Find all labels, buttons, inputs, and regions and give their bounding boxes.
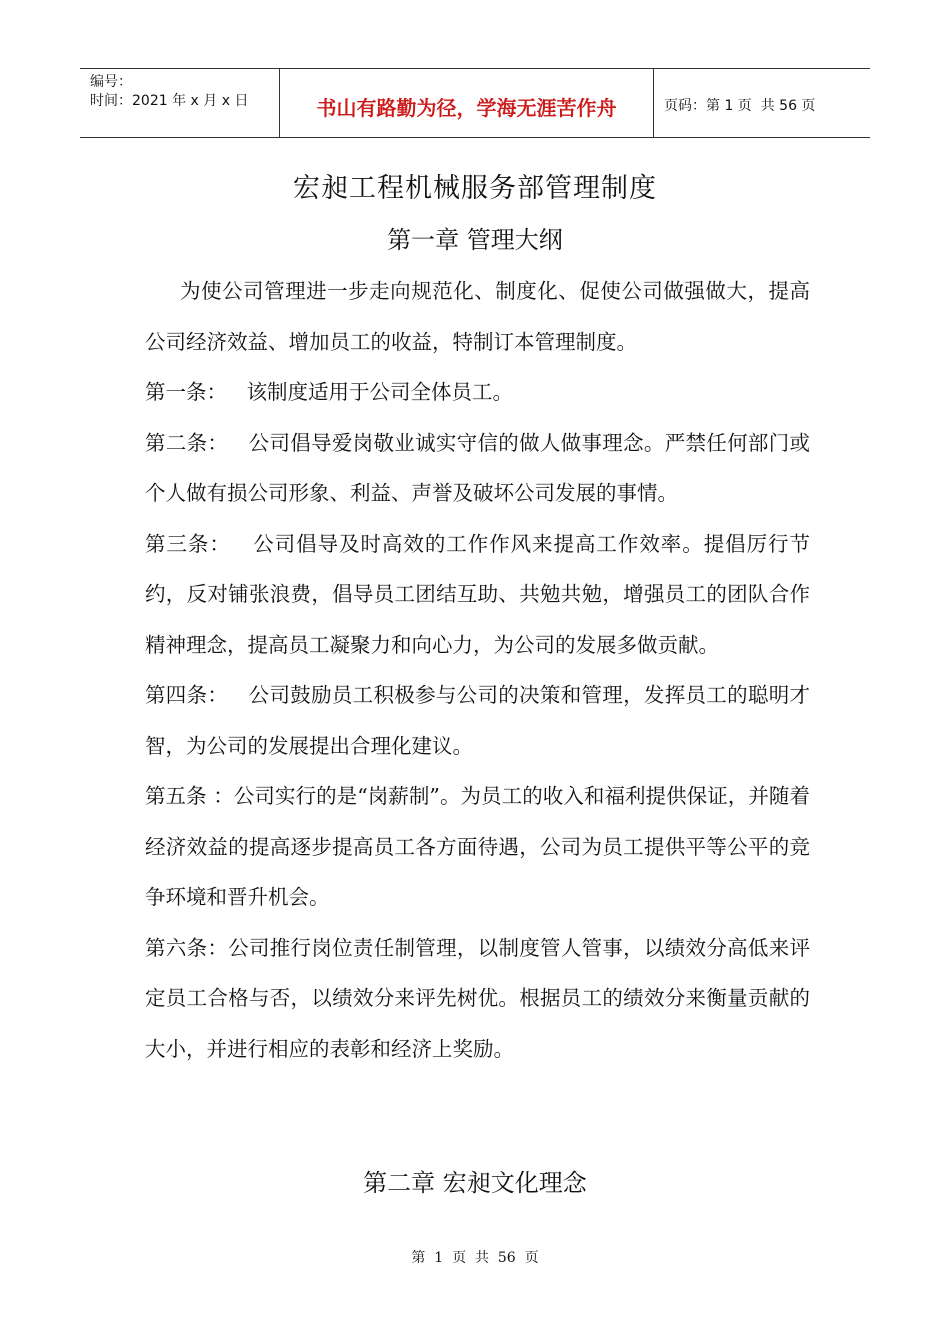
document-date: 时间：2021 年 x 月 x 日 — [90, 93, 249, 109]
document-title: 宏昶工程机械服务部管理制度 — [293, 173, 657, 204]
article-text: 公司实行的是“岗薪制”。为员工的收入和福利提供保证，并随着经济效益的提高逐步提高员工各方面待遇，公司为员工提供平等公平的竞争环境和晋升机会。 — [145, 784, 810, 909]
article-3 — [145, 519, 810, 671]
article-label: 第一条： — [145, 380, 247, 404]
chapter-two-heading: 第二章 宏昶文化理念 — [363, 1169, 587, 1197]
article-1 — [145, 367, 810, 418]
page-info-text: 页码：第 1 页 共 56 页 — [664, 98, 816, 114]
article-text: 该制度适用于公司全体员工。 — [246, 380, 514, 404]
header-page-info — [654, 69, 870, 137]
header-meta — [80, 69, 280, 137]
article-text: 公司倡导及时高效的工作作风来提高工作效率。提倡厉行节约，反对铺张浪费，倡导员工团结互助、共勉共勉，增强员工的团队合作精神理念，提高员工凝聚力和向心力，为公司的发展多做贡献。 — [145, 531, 810, 657]
article-label: 第三条： — [145, 531, 254, 556]
header-motto: 书山有路勤为径，学海无涯苦作舟 — [280, 69, 654, 137]
article-label: 第二条： — [145, 430, 249, 455]
chapter-one-heading: 第一章 管理大纲 — [387, 226, 563, 254]
article-label: 第六条： — [145, 935, 229, 960]
document-header — [80, 68, 870, 138]
article-text: 公司鼓励员工积极参与公司的决策和管理，发挥员工的聪明才智，为公司的发展提出合理化建议。 — [145, 683, 810, 758]
article-5 — [145, 771, 810, 923]
document-body — [145, 266, 810, 1074]
article-text: 公司倡导爱岗敬业诚实守信的做人做事理念。严禁任何部门或个人做有损公司形象、利益、声誉及破坏公司发展的事情。 — [145, 430, 810, 505]
footer-page-number: 第 1 页 共 56 页 — [411, 1250, 539, 1266]
article-text: 公司推行岗位责任制管理，以制度管人管事，以绩效分高低来评定员工合格与否，以绩效分来评先树优。根据员工的绩效分来衡量贡献的大小，并进行相应的表彰和经济上奖励。 — [145, 935, 811, 1061]
intro-paragraph: 为使公司管理进一步走向规范化、制度化、促使公司做强做大，提高公司经济效益、增加员工的收益，特制订本管理制度。 — [145, 279, 810, 354]
document-number-label: 编号： — [90, 74, 132, 90]
article-4 — [145, 670, 810, 771]
page-footer — [0, 1247, 950, 1267]
article-label: 第五条 ： — [145, 784, 234, 808]
article-label: 第四条： — [145, 683, 249, 707]
article-2 — [145, 418, 810, 519]
article-6 — [145, 923, 810, 1075]
